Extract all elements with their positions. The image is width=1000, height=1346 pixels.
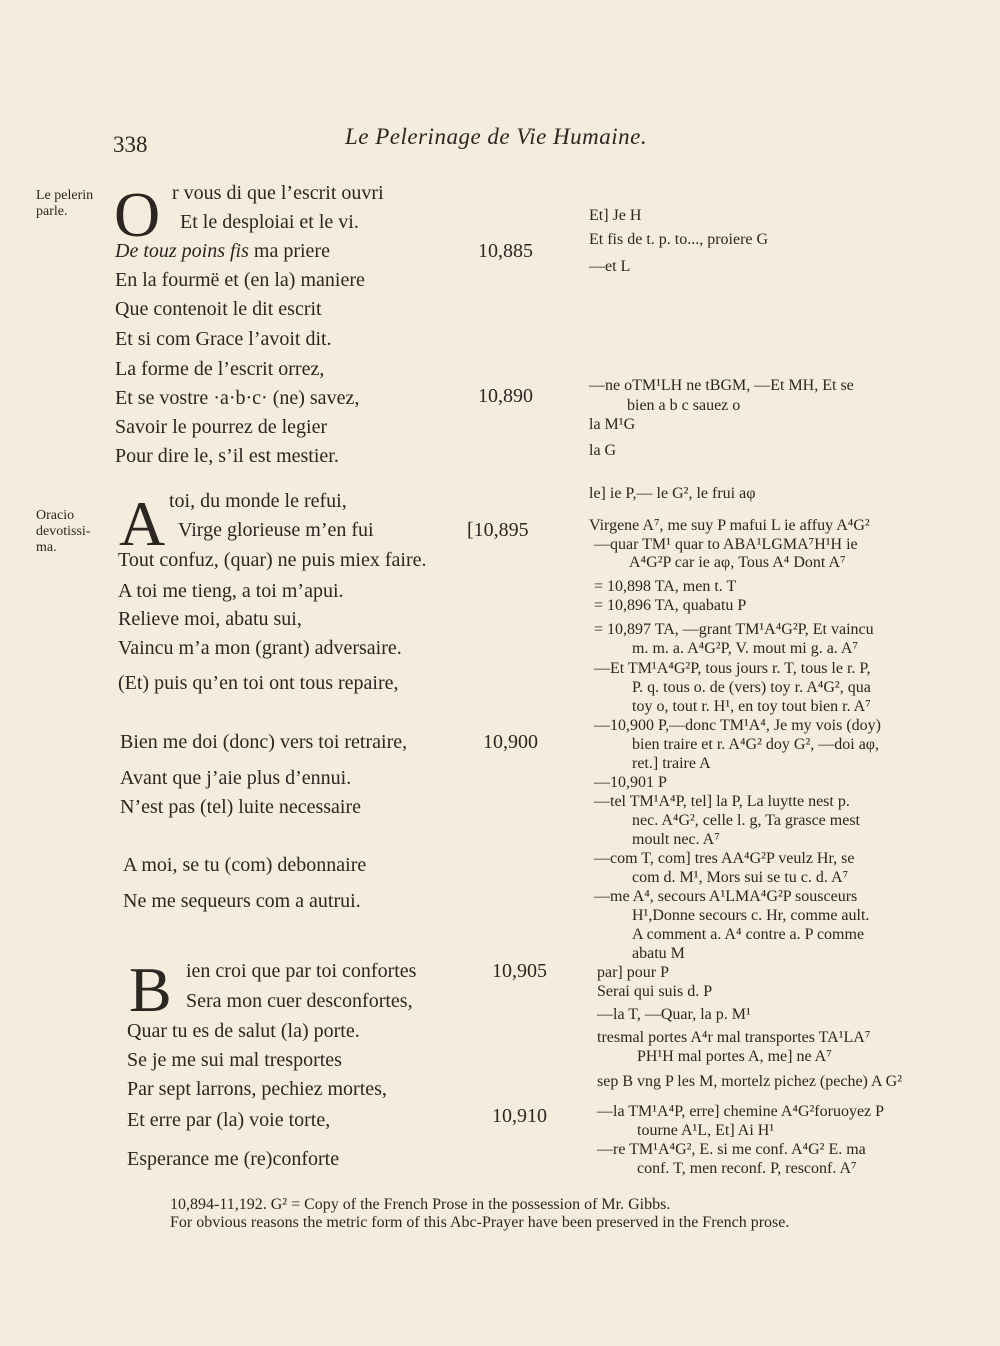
variant-reading: —et L — [589, 258, 631, 275]
variant-reading: moult nec. A⁷ — [632, 831, 720, 848]
line-number: 10,910 — [492, 1105, 547, 1127]
variant-reading: —quar TM¹ quar to ABA¹LGMA⁷H¹H ie — [594, 536, 858, 553]
verse-line: ien croi que par toi confortes — [186, 960, 417, 982]
variant-reading: m. m. a. A⁴G²P, V. mout mi g. a. A⁷ — [632, 640, 859, 657]
line-number: [10,895 — [467, 519, 529, 541]
variant-reading: = 10,898 TA, men t. T — [594, 578, 737, 595]
variant-reading: la G — [589, 442, 617, 459]
variant-reading: ret.] traire A — [632, 755, 711, 772]
dropcap-o: O — [114, 179, 161, 250]
variant-reading: —com T, com] tres AA⁴G²P veulz Hr, se — [594, 850, 855, 867]
variant-reading: = 10,897 TA, —grant TM¹A⁴G²P, Et vaincu — [594, 621, 874, 638]
variant-reading: —10,901 P — [594, 774, 667, 791]
verse-line: (Et) puis qu’en toi ont tous repaire, — [118, 672, 399, 694]
verse-line: Quar tu es de salut (la) porte. — [127, 1020, 360, 1042]
variant-reading: —ne oTM¹LH ne tBGM, —Et MH, Et se — [589, 377, 854, 394]
verse-line: Vaincu m’a mon (grant) adversaire. — [118, 637, 402, 659]
variant-reading: bien a b c sauez o — [627, 397, 741, 414]
verse-line: Et erre par (la) voie torte, — [127, 1109, 331, 1131]
variant-reading: bien traire et r. A⁴G² doy G², —doi aφ, — [632, 736, 880, 753]
verse-line: toi, du monde le refui, — [169, 490, 347, 512]
running-title: Le Pelerinage de Vie Humaine. — [345, 124, 648, 149]
verse-line: Et se vostre ·a·b·c· (ne) savez, — [115, 387, 360, 409]
variant-reading: —tel TM¹A⁴P, tel] la P, La luytte nest p. — [594, 793, 850, 810]
variant-reading: nec. A⁴G², celle l. g, Ta grasce mest — [632, 812, 860, 829]
variant-reading: Et fis de t. p. to..., proiere G — [589, 231, 769, 248]
footnote: 10,894-11,192. G² = Copy of the French Prose in the possession of Mr. Gibbs. — [170, 1196, 671, 1213]
variant-reading: abatu M — [632, 945, 685, 962]
variant-reading: Serai qui suis d. P — [597, 983, 713, 1000]
line-number: 10,900 — [483, 731, 538, 753]
margin-note-oracio: Oracio devotissi-ma. — [36, 508, 91, 555]
variant-reading: par] pour P — [597, 964, 669, 981]
verse-line: Relieve moi, abatu sui, — [118, 608, 302, 630]
variant-reading: sep B vng P les M, mortelz pichez (peche) A G² — [597, 1073, 903, 1090]
variant-reading: A comment a. A⁴ contre a. P comme — [632, 926, 865, 943]
verse-line: Se je me sui mal tresportes — [127, 1049, 342, 1071]
line-number: 10,890 — [478, 385, 533, 407]
footnote: For obvious reasons the metric form of this Abc-Prayer have been preserved in the French prose. — [170, 1214, 790, 1231]
variant-reading: Virgene A⁷, me suy P mafui L ie affuy A⁴G² — [589, 517, 870, 534]
variant-reading: toy o, tout r. H¹, en toy tout bien r. A⁷ — [632, 698, 871, 715]
variant-reading: —la TM¹A⁴P, erre] chemine A⁴G²foruoyez P — [597, 1103, 885, 1120]
verse-line: Que contenoit le dit escrit — [115, 298, 322, 320]
variant-reading: com d. M¹, Mors sui se tu c. d. A⁷ — [632, 869, 849, 886]
line-number: 10,905 — [492, 960, 547, 982]
verse-line: N’est pas (tel) luite necessaire — [120, 796, 362, 818]
verse-line: De touz poins fis ma priere — [115, 240, 330, 262]
verse-line: Esperance me (re)conforte — [127, 1148, 340, 1170]
verse-line: A toi me tieng, a toi m’apui. — [118, 580, 344, 602]
verse-line: Bien me doi (donc) vers toi retraire, — [120, 731, 408, 753]
variant-reading: —la T, —Quar, la p. M¹ — [597, 1006, 751, 1023]
verse-line: Et si com Grace l’avoit dit. — [115, 328, 332, 350]
variant-reading: H¹,Donne secours c. Hr, comme ault. — [632, 907, 870, 924]
verse-line: Sera mon cuer desconfortes, — [186, 990, 413, 1012]
verse-line: Savoir le pourrez de legier — [115, 416, 328, 438]
verse-line: A moi, se tu (com) debonnaire — [123, 854, 367, 876]
verse-line: Et le desploiai et le vi. — [180, 211, 359, 233]
verse-line: Pour dire le, s’il est mestier. — [115, 445, 339, 467]
variant-reading: = 10,896 TA, quabatu P — [594, 597, 747, 614]
verse-line: La forme de l’escrit orrez, — [115, 358, 325, 380]
variant-reading: —re TM¹A⁴G², E. si me conf. A⁴G² E. ma — [597, 1141, 866, 1158]
page-number: 338 — [113, 132, 148, 157]
variant-reading: conf. T, men reconf. P, resconf. A⁷ — [637, 1160, 857, 1177]
verse-line: En la fourmë et (en la) maniere — [115, 269, 365, 291]
verse-line: Avant que j’aie plus d’ennui. — [120, 767, 352, 789]
variant-reading: P. q. tous o. de (vers) toy r. A⁴G², qua — [632, 679, 871, 696]
verse-line: Ne me sequeurs com a autrui. — [123, 890, 361, 912]
verse-line: Par sept larrons, pechiez mortes, — [127, 1078, 387, 1100]
dropcap-a: A — [119, 488, 166, 559]
variant-reading: PH¹H mal portes A, me] ne A⁷ — [637, 1048, 832, 1065]
verse-line: Tout confuz, (quar) ne puis miex faire. — [118, 549, 427, 571]
dropcap-b: B — [129, 954, 172, 1025]
verse-line: r vous di que l’escrit ouvri — [172, 182, 384, 204]
variant-reading: —Et TM¹A⁴G²P, tous jours r. T, tous le r. P, — [594, 660, 871, 677]
variant-reading: —10,900 P,—donc TM¹A⁴, Je my vois (doy) — [594, 717, 881, 734]
variant-reading: Et] Je H — [589, 207, 642, 224]
variant-reading: le] ie P,— le G², le frui aφ — [589, 485, 756, 502]
variant-reading: tourne A¹L, Et] Ai H¹ — [637, 1122, 775, 1139]
verse-line: Virge glorieuse m’en fui — [178, 519, 374, 541]
variant-reading: —me A⁴, secours A¹LMA⁴G²P sousceurs — [594, 888, 858, 905]
variant-reading: A⁴G²P car ie aφ, Tous A⁴ Dont A⁷ — [629, 554, 846, 571]
line-number: 10,885 — [478, 240, 533, 262]
variant-reading: la M¹G — [589, 416, 636, 433]
variant-reading: tresmal portes A⁴r mal transportes TA¹LA⁷ — [597, 1029, 871, 1046]
margin-note-pelerin: Le pelerin parle. — [36, 188, 94, 219]
